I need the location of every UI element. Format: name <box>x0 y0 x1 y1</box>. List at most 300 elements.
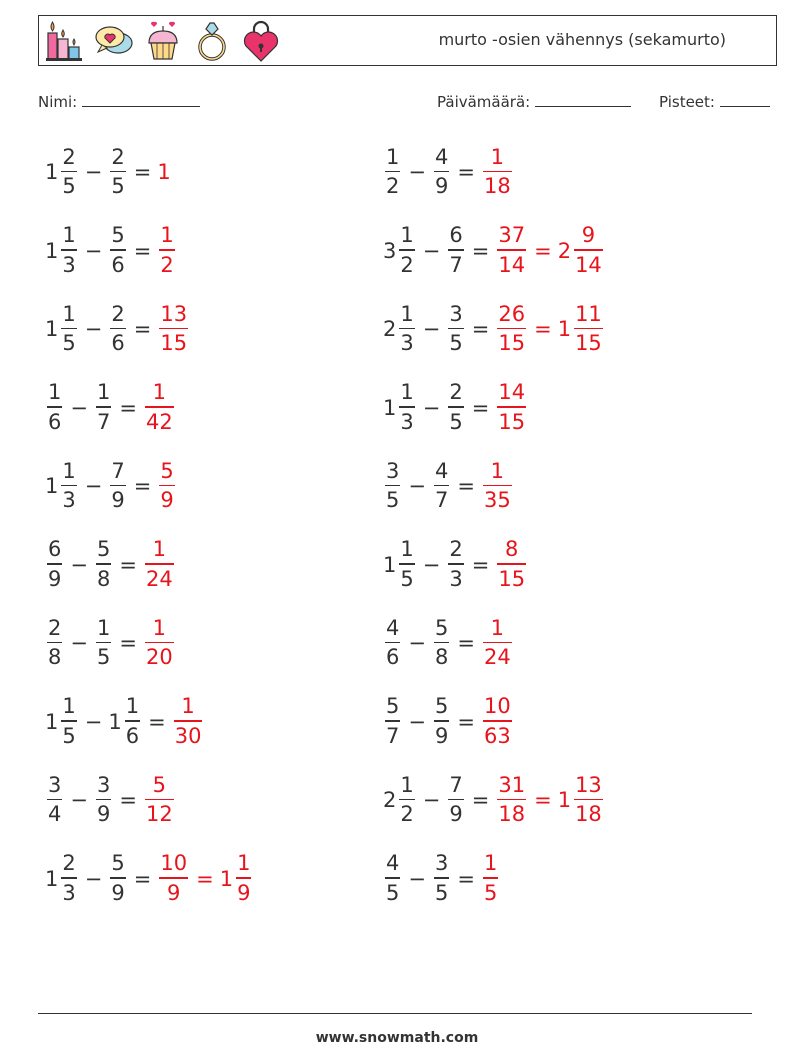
mixed-answer-fraction <box>574 772 603 827</box>
equals-sign: = <box>133 317 152 341</box>
minus-sign: − <box>70 631 88 655</box>
answer-fraction <box>145 539 174 590</box>
equals-sign: = <box>471 395 490 420</box>
minuend-denominator: 2 <box>400 802 414 827</box>
answer-fraction <box>497 772 526 827</box>
answer-equals-sign: = <box>534 238 552 263</box>
minuend-term <box>45 225 79 276</box>
answer-fraction <box>483 696 512 747</box>
answer-numerator: 37 <box>498 223 526 248</box>
answer-numerator: 26 <box>498 301 526 326</box>
equals-sign: = <box>133 160 152 184</box>
subtrahend-term <box>446 539 465 590</box>
answer-denominator: 15 <box>160 331 188 356</box>
answer-equals-sign: = <box>196 866 214 891</box>
answer-term <box>157 225 176 276</box>
answer-term <box>143 615 176 670</box>
subtrahend-denominator: 6 <box>111 331 125 356</box>
subtrahend-fraction <box>96 615 111 670</box>
minus-sign: − <box>70 395 88 420</box>
answer-denominator: 9 <box>160 488 174 513</box>
minus-sign: − <box>422 552 441 577</box>
subtrahend-fraction <box>96 539 111 590</box>
subtrahend-term <box>108 301 127 356</box>
subtrahend-term <box>94 772 113 827</box>
problem-item <box>45 611 176 675</box>
subtrahend-denominator: 9 <box>449 802 463 827</box>
subtrahend-term <box>432 696 451 747</box>
minuend-fraction <box>399 539 414 590</box>
answer-denominator: 24 <box>483 645 511 670</box>
answer-whole: 1 <box>157 160 171 184</box>
problem-item <box>45 376 176 440</box>
subtrahend-denominator: 9 <box>434 723 449 748</box>
minuend-numerator: 2 <box>62 851 76 876</box>
answer-denominator: 15 <box>498 331 526 356</box>
answer-fraction <box>159 458 174 513</box>
answer-fraction <box>497 382 526 433</box>
answer-denominator: 30 <box>174 723 202 748</box>
subtrahend-term <box>446 772 465 827</box>
minuend-denominator: 5 <box>386 880 400 905</box>
answer-numerator: 10 <box>160 851 188 876</box>
answer-fraction <box>145 615 174 670</box>
minuend-numerator: 5 <box>386 694 400 719</box>
mixed-answer-whole: 2 <box>557 238 572 263</box>
minuend-numerator: 1 <box>400 537 414 562</box>
subtrahend-numerator: 1 <box>96 380 111 405</box>
answer-denominator: 18 <box>498 802 526 827</box>
subtrahend-numerator: 5 <box>111 223 125 248</box>
subtrahend-numerator: 3 <box>434 851 449 876</box>
problem-item <box>383 140 514 204</box>
answer-numerator: 1 <box>490 615 505 640</box>
mixed-answer-numerator: 11 <box>575 301 602 326</box>
subtrahend-numerator: 7 <box>111 458 125 483</box>
minuend-term <box>45 853 79 904</box>
subtrahend-whole: 1 <box>108 709 122 734</box>
minuend-fraction <box>385 853 400 904</box>
minuend-fraction <box>61 144 76 199</box>
subtrahend-fraction <box>110 301 125 356</box>
subtrahend-denominator: 9 <box>96 802 111 827</box>
minus-sign: − <box>422 788 441 812</box>
minuend-fraction <box>385 615 400 670</box>
minuend-denominator: 5 <box>62 331 76 356</box>
subtrahend-fraction <box>448 382 463 433</box>
minuend-fraction <box>61 458 76 513</box>
subtrahend-numerator: 2 <box>111 301 125 326</box>
answer-denominator: 2 <box>160 252 174 277</box>
subtrahend-fraction <box>434 144 449 199</box>
name-label: Nimi: <box>38 93 78 111</box>
answer-term <box>157 301 190 356</box>
minus-sign: − <box>84 866 103 891</box>
problem-item <box>45 297 190 361</box>
subtrahend-numerator: 2 <box>449 537 463 562</box>
problem-item <box>45 768 176 832</box>
minuend-whole: 1 <box>45 709 59 734</box>
equals-sign: = <box>457 709 475 734</box>
minuend-term <box>383 772 417 827</box>
subtrahend-denominator: 9 <box>434 174 449 199</box>
subtrahend-numerator: 5 <box>434 615 449 640</box>
answer-fraction <box>497 225 526 276</box>
answer-denominator: 14 <box>498 252 526 277</box>
answer-denominator: 24 <box>145 566 173 591</box>
answer-fraction <box>483 615 512 670</box>
minuend-numerator: 2 <box>48 615 62 640</box>
minuend-term <box>45 301 79 356</box>
minuend-whole: 3 <box>383 238 397 263</box>
minus-sign: − <box>84 474 103 498</box>
problem-item <box>383 611 514 675</box>
minuend-fraction <box>385 144 400 199</box>
subtrahend-denominator: 7 <box>434 488 449 513</box>
subtrahend-term <box>432 615 451 670</box>
minuend-denominator: 2 <box>386 174 400 199</box>
mixed-answer-fraction <box>236 853 251 904</box>
minuend-term <box>45 696 79 747</box>
minuend-whole: 1 <box>45 317 59 341</box>
minuend-whole: 1 <box>45 238 59 263</box>
equals-sign: = <box>133 866 152 891</box>
subtrahend-denominator: 5 <box>434 880 449 905</box>
minuend-denominator: 5 <box>400 566 414 591</box>
answer-denominator: 20 <box>145 645 173 670</box>
minuend-fraction <box>399 225 414 276</box>
minuend-numerator: 1 <box>400 380 414 405</box>
minuend-numerator: 1 <box>62 301 76 326</box>
minuend-term <box>45 144 79 199</box>
minuend-denominator: 5 <box>62 174 76 199</box>
answer-fraction <box>497 539 526 590</box>
minuend-fraction <box>61 301 76 356</box>
answer-fraction <box>159 225 174 276</box>
subtrahend-fraction <box>434 458 449 513</box>
subtrahend-numerator: 5 <box>96 537 111 562</box>
minuend-denominator: 2 <box>400 252 414 277</box>
subtrahend-numerator: 1 <box>125 694 140 719</box>
minuend-numerator: 1 <box>400 223 414 248</box>
minuend-term <box>383 382 417 433</box>
answer-term <box>495 301 528 356</box>
problem-item <box>45 847 253 911</box>
answer-numerator: 14 <box>498 380 526 405</box>
answer-equals-sign: = <box>534 317 552 341</box>
subtrahend-numerator: 2 <box>449 380 463 405</box>
minuend-term <box>383 144 402 199</box>
minuend-term <box>383 853 402 904</box>
subtrahend-fraction <box>434 696 449 747</box>
subtrahend-numerator: 3 <box>96 772 111 797</box>
answer-fraction <box>483 144 512 199</box>
subtrahend-term <box>108 696 142 747</box>
answer-denominator: 9 <box>167 880 181 905</box>
subtrahend-denominator: 7 <box>96 409 111 434</box>
answer-denominator: 63 <box>483 723 511 748</box>
mixed-answer-denominator: 15 <box>575 331 602 356</box>
answer-numerator: 1 <box>152 537 167 562</box>
answer-term <box>143 382 176 433</box>
problem-item <box>45 454 177 518</box>
minuend-term <box>383 615 402 670</box>
mixed-answer-denominator: 18 <box>575 802 602 827</box>
subtrahend-fraction <box>96 382 111 433</box>
subtrahend-denominator: 6 <box>111 252 125 277</box>
minuend-fraction <box>47 615 62 670</box>
mixed-answer-whole: 1 <box>557 788 572 812</box>
minuend-term <box>45 382 64 433</box>
problem-item <box>45 140 172 204</box>
minuend-denominator: 9 <box>48 566 62 591</box>
minuend-denominator: 3 <box>400 409 414 434</box>
answer-numerator: 1 <box>152 615 167 640</box>
minus-sign: − <box>70 788 88 812</box>
mixed-answer-numerator: 9 <box>581 223 596 248</box>
mixed-answer-term <box>558 225 605 276</box>
problem-item <box>383 768 605 832</box>
minuend-numerator: 1 <box>400 772 414 797</box>
problem-item <box>383 690 514 754</box>
problem-item <box>45 533 176 597</box>
minuend-numerator: 1 <box>386 144 400 169</box>
problem-item <box>383 454 514 518</box>
score-label: Pisteet: <box>659 93 715 111</box>
minuend-numerator: 3 <box>386 458 400 483</box>
minus-sign: − <box>408 631 426 655</box>
minuend-numerator: 1 <box>62 223 76 248</box>
minuend-whole: 1 <box>383 395 397 420</box>
answer-numerator: 1 <box>181 694 195 719</box>
minuend-denominator: 6 <box>48 409 62 434</box>
subtrahend-denominator: 7 <box>449 252 463 277</box>
subtrahend-fraction <box>110 144 125 199</box>
minuend-fraction <box>47 382 62 433</box>
minuend-denominator: 3 <box>62 880 76 905</box>
minuend-denominator: 5 <box>62 723 76 748</box>
minuend-denominator: 5 <box>386 488 400 513</box>
subtrahend-fraction <box>448 301 463 356</box>
answer-term <box>481 615 514 670</box>
minus-sign: − <box>422 238 441 263</box>
equals-sign: = <box>471 238 490 263</box>
answer-numerator: 1 <box>490 144 505 169</box>
equals-sign: = <box>457 474 475 498</box>
answer-term <box>481 853 500 904</box>
subtrahend-term <box>446 301 465 356</box>
answer-numerator: 1 <box>483 851 498 876</box>
minuend-fraction <box>61 853 76 904</box>
mixed-answer-whole: 1 <box>219 866 234 891</box>
answer-numerator: 8 <box>505 537 519 562</box>
equals-sign: = <box>133 474 152 498</box>
equals-sign: = <box>119 395 137 420</box>
problem-item <box>383 533 528 597</box>
answer-term <box>157 853 190 904</box>
answer-term <box>481 144 514 199</box>
minuend-numerator: 1 <box>400 301 414 326</box>
subtrahend-term <box>432 144 451 199</box>
answer-numerator: 13 <box>160 301 188 326</box>
equals-sign: = <box>148 709 166 734</box>
problem-item <box>383 219 605 283</box>
answer-term <box>495 772 528 827</box>
answer-term <box>143 772 176 827</box>
subtrahend-denominator: 8 <box>434 645 449 670</box>
minuend-numerator: 4 <box>386 615 400 640</box>
answer-numerator: 10 <box>483 694 511 719</box>
equals-sign: = <box>119 552 137 577</box>
answer-denominator: 18 <box>483 174 511 199</box>
subtrahend-fraction <box>125 696 140 747</box>
answer-fraction <box>145 382 174 433</box>
subtrahend-fraction <box>448 225 463 276</box>
subtrahend-term <box>432 458 451 513</box>
mixed-answer-numerator: 1 <box>237 851 251 876</box>
minuend-term <box>383 539 417 590</box>
subtrahend-denominator: 5 <box>449 409 463 434</box>
minus-sign: − <box>408 474 426 498</box>
subtrahend-fraction <box>110 853 125 904</box>
minuend-whole: 2 <box>383 317 397 341</box>
answer-numerator: 1 <box>160 223 174 248</box>
minuend-numerator: 1 <box>62 458 76 483</box>
problem-item <box>383 297 605 361</box>
mixed-answer-term <box>557 772 605 827</box>
equals-sign: = <box>471 552 490 577</box>
mixed-answer-denominator: 9 <box>237 880 251 905</box>
subtrahend-term <box>446 225 465 276</box>
subtrahend-term <box>94 382 113 433</box>
minus-sign: − <box>408 709 426 734</box>
minus-sign: − <box>70 552 88 577</box>
answer-numerator: 5 <box>160 458 174 483</box>
subtrahend-numerator: 5 <box>111 851 125 876</box>
equals-sign: = <box>133 238 152 263</box>
subtrahend-denominator: 3 <box>449 566 463 591</box>
equals-sign: = <box>119 788 137 812</box>
problem-item <box>45 690 204 754</box>
minuend-whole: 2 <box>383 788 397 812</box>
mixed-answer-denominator: 14 <box>575 252 602 277</box>
subtrahend-term <box>108 225 127 276</box>
subtrahend-term <box>108 458 127 513</box>
minuend-fraction <box>47 772 62 827</box>
minuend-term <box>45 772 64 827</box>
mixed-answer-term <box>220 853 254 904</box>
minuend-fraction <box>399 382 414 433</box>
minuend-whole: 1 <box>45 866 59 891</box>
answer-fraction <box>483 458 512 513</box>
answer-term <box>157 458 176 513</box>
subtrahend-fraction <box>110 225 125 276</box>
answer-numerator: 31 <box>498 772 526 797</box>
minuend-denominator: 4 <box>48 802 62 827</box>
minuend-term <box>45 539 64 590</box>
equals-sign: = <box>457 160 475 184</box>
minus-sign: − <box>84 160 103 184</box>
minuend-denominator: 3 <box>62 252 76 277</box>
answer-term <box>481 458 514 513</box>
subtrahend-denominator: 5 <box>96 645 111 670</box>
minuend-whole: 1 <box>45 160 59 184</box>
answer-term <box>143 539 176 590</box>
equals-sign: = <box>119 631 137 655</box>
answer-denominator: 35 <box>483 488 511 513</box>
footer-url: www.snowmath.com <box>315 1030 479 1046</box>
subtrahend-numerator: 6 <box>449 223 463 248</box>
minuend-denominator: 3 <box>62 488 76 513</box>
minuend-fraction <box>61 696 76 747</box>
answer-fraction <box>174 696 203 747</box>
answer-fraction <box>497 301 526 356</box>
answer-denominator: 15 <box>498 566 526 591</box>
answer-equals-sign: = <box>534 788 552 812</box>
answer-denominator: 42 <box>145 409 173 434</box>
minuend-denominator: 7 <box>386 723 400 748</box>
answer-fraction <box>483 853 498 904</box>
minuend-numerator: 6 <box>48 537 62 562</box>
subtrahend-denominator: 6 <box>125 723 140 748</box>
minuend-numerator: 3 <box>48 772 62 797</box>
minuend-fraction <box>47 539 62 590</box>
answer-fraction <box>159 301 188 356</box>
answer-numerator: 1 <box>152 380 167 405</box>
minuend-fraction <box>385 458 400 513</box>
minuend-fraction <box>61 225 76 276</box>
answer-fraction <box>159 853 188 904</box>
subtrahend-fraction <box>434 615 449 670</box>
footer-divider <box>38 1013 752 1014</box>
minuend-denominator: 6 <box>386 645 400 670</box>
minuend-denominator: 8 <box>48 645 62 670</box>
mixed-answer-fraction <box>574 225 603 276</box>
minuend-denominator: 3 <box>400 331 414 356</box>
subtrahend-denominator: 9 <box>111 880 125 905</box>
subtrahend-fraction <box>448 772 463 827</box>
minuend-term <box>45 615 64 670</box>
subtrahend-fraction <box>434 853 449 904</box>
equals-sign: = <box>457 631 475 655</box>
minuend-fraction <box>399 772 414 827</box>
minuend-term <box>45 458 79 513</box>
subtrahend-fraction <box>448 539 463 590</box>
worksheet-title: murto -osien vähennys (sekamurto) <box>438 30 726 49</box>
minus-sign: − <box>84 238 103 263</box>
subtrahend-denominator: 8 <box>96 566 111 591</box>
minus-sign: − <box>422 317 441 341</box>
minuend-numerator: 1 <box>48 380 62 405</box>
problem-item <box>383 847 500 911</box>
answer-denominator: 15 <box>498 409 526 434</box>
minuend-term <box>383 696 402 747</box>
problem-item <box>45 219 177 283</box>
subtrahend-denominator: 5 <box>111 174 125 199</box>
subtrahend-term <box>94 615 113 670</box>
problem-item <box>383 376 528 440</box>
subtrahend-fraction <box>96 772 111 827</box>
minus-sign: − <box>84 709 103 734</box>
subtrahend-numerator: 2 <box>111 144 125 169</box>
mixed-answer-numerator: 13 <box>575 772 602 797</box>
minuend-whole: 1 <box>45 474 59 498</box>
subtrahend-term <box>446 382 465 433</box>
answer-numerator: 1 <box>490 458 505 483</box>
mixed-answer-term <box>557 301 605 356</box>
answer-term <box>172 696 205 747</box>
subtrahend-numerator: 7 <box>449 772 463 797</box>
